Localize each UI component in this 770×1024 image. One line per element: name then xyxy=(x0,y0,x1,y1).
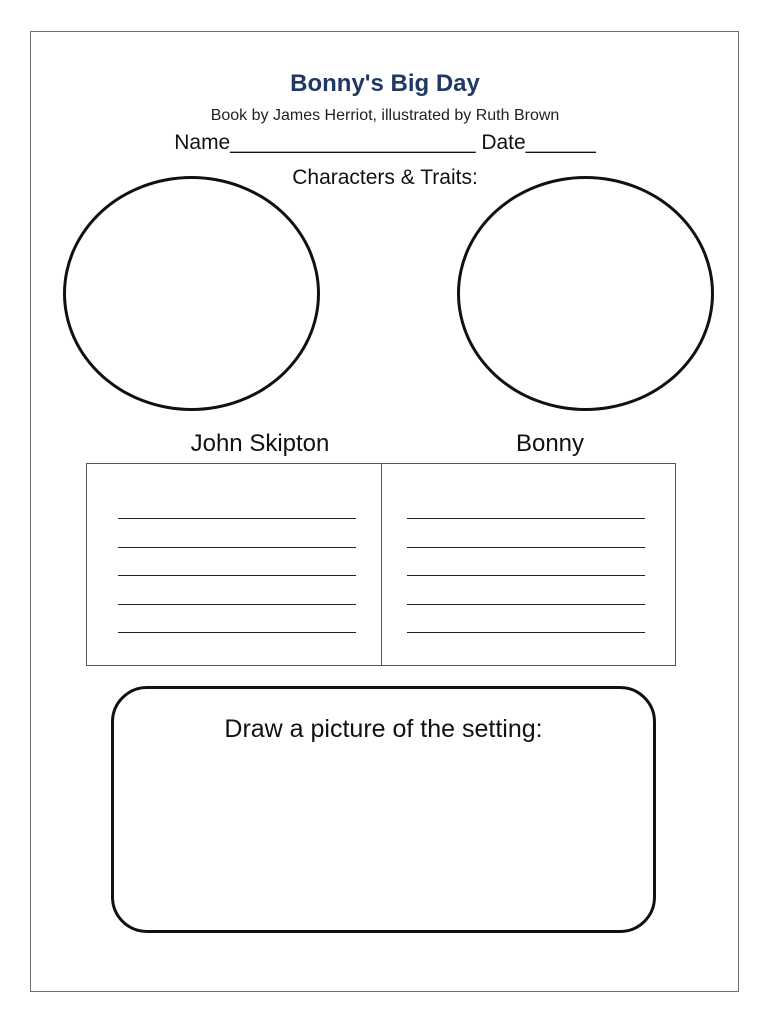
trait-line xyxy=(407,632,645,633)
trait-line xyxy=(118,518,356,519)
book-credits: Book by James Herriot, illustrated by Ruth Brown xyxy=(210,107,560,124)
trait-line xyxy=(407,518,645,519)
traits-column-bonny xyxy=(381,464,676,665)
character-name-bonny: Bonny xyxy=(515,430,585,457)
traits-table xyxy=(86,463,676,666)
name-date-text: Name_____________________ Date______ xyxy=(174,131,596,154)
characters-traits-heading: Characters & Traits: xyxy=(292,166,478,189)
name-date-line xyxy=(0,131,770,155)
setting-prompt: Draw a picture of the setting: xyxy=(224,715,543,743)
traits-column-john-skipton xyxy=(87,464,381,665)
trait-line xyxy=(407,547,645,548)
trait-line xyxy=(407,604,645,605)
character-circle-left xyxy=(63,176,320,411)
trait-line xyxy=(118,604,356,605)
trait-line xyxy=(118,547,356,548)
character-name-john-skipton: John Skipton xyxy=(190,430,330,457)
setting-drawing-box xyxy=(111,686,656,933)
trait-line xyxy=(118,632,356,633)
character-circle-right xyxy=(457,176,714,411)
worksheet-title: Bonny's Big Day xyxy=(290,70,480,97)
trait-line xyxy=(118,575,356,576)
trait-line xyxy=(407,575,645,576)
